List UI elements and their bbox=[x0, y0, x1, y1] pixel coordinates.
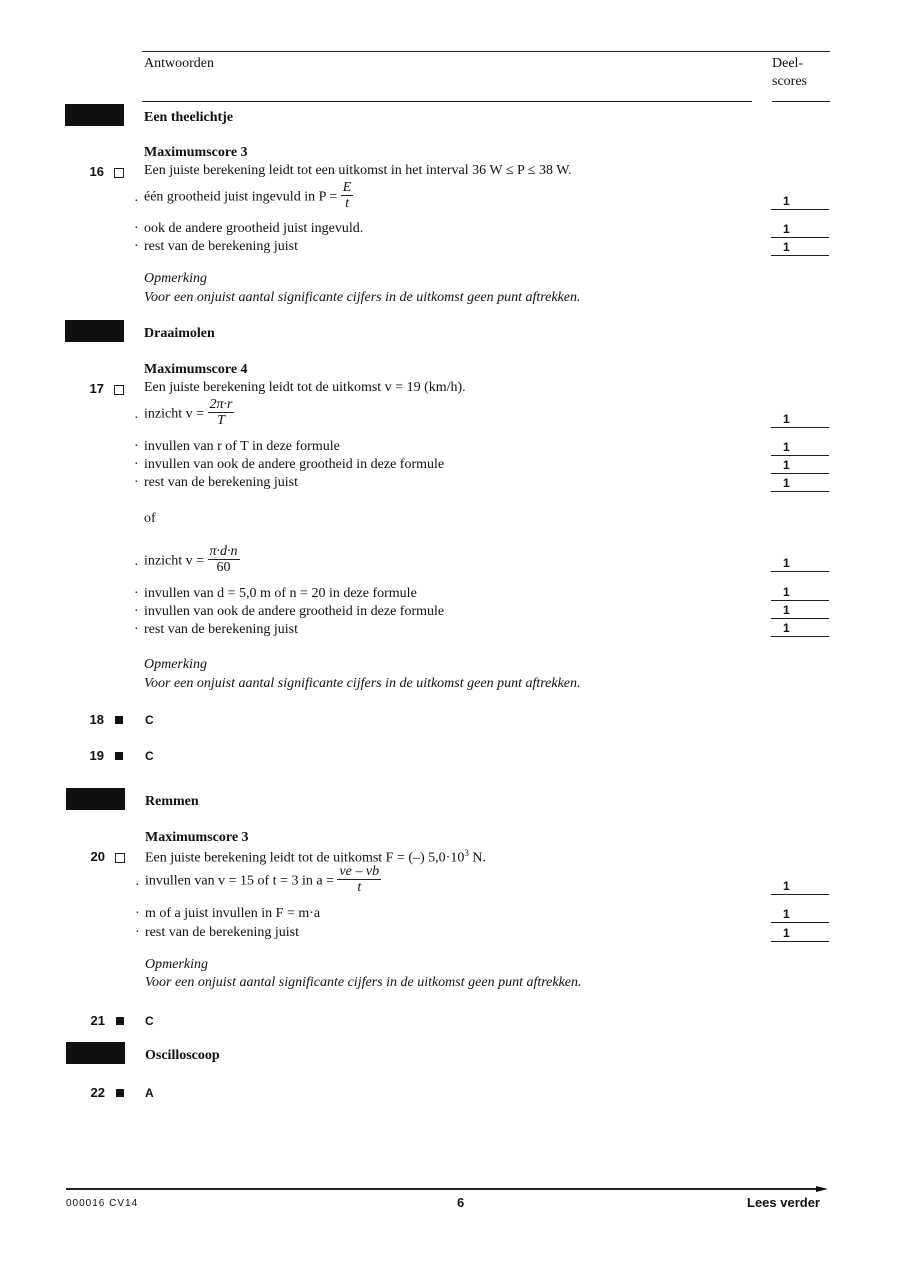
score: 1 bbox=[771, 458, 829, 474]
score: 1 bbox=[771, 240, 829, 256]
scores-heading-line2: scores bbox=[772, 74, 807, 89]
formula-fraction bbox=[208, 397, 235, 428]
bullet: · bbox=[135, 906, 140, 921]
intro-text: Een juiste berekening leidt tot de uitkomst F = (–) 5,0·10 bbox=[145, 850, 465, 866]
criterion: invullen van d = 5,0 m of n = 20 in deze formule bbox=[144, 586, 417, 601]
mc-answer: A bbox=[145, 1086, 154, 1100]
exam-code: 000016 CV14 bbox=[66, 1198, 139, 1209]
question-number: 16 bbox=[89, 164, 104, 179]
section-title: Draaimolen bbox=[144, 326, 215, 341]
formula-fraction bbox=[208, 544, 240, 575]
mc-question-marker bbox=[116, 1089, 124, 1097]
bullet: · bbox=[134, 475, 139, 490]
bullet: · bbox=[134, 221, 139, 236]
formula-fraction bbox=[341, 180, 354, 211]
criterion: rest van de berekening juist bbox=[144, 622, 298, 637]
note-text: Voor een onjuist aantal significante cijfers in de uitkomst geen punt aftrekken. bbox=[145, 975, 582, 990]
max-score: Maximumscore 3 bbox=[145, 830, 249, 845]
criterion bbox=[144, 546, 240, 577]
bullet: · bbox=[134, 457, 139, 472]
criterion bbox=[145, 866, 381, 897]
section-marker bbox=[66, 788, 125, 810]
criterion: rest van de berekening juist bbox=[145, 925, 299, 940]
note-text: Voor een onjuist aantal significante cijfers in de uitkomst geen punt aftrekken. bbox=[144, 290, 581, 305]
fraction-numerator: 2π·r bbox=[209, 397, 233, 412]
score: 1 bbox=[771, 879, 829, 895]
note-title: Opmerking bbox=[145, 957, 208, 972]
question-number: 19 bbox=[89, 748, 104, 763]
criterion-text: inzicht v = bbox=[144, 553, 204, 569]
question-number: 18 bbox=[89, 712, 104, 727]
score: 1 bbox=[771, 222, 829, 238]
criterion: rest van de berekening juist bbox=[144, 475, 298, 490]
score: 1 bbox=[771, 907, 829, 923]
mc-answer: C bbox=[145, 1014, 154, 1028]
score: 1 bbox=[771, 603, 829, 619]
question-number: 22 bbox=[90, 1085, 105, 1100]
header-top-rule bbox=[142, 51, 830, 52]
bullet: · bbox=[134, 558, 139, 573]
section-marker bbox=[65, 320, 124, 342]
score: 1 bbox=[771, 585, 829, 601]
criterion-text: één grootheid juist ingevuld in P = bbox=[144, 189, 338, 205]
mc-question-marker bbox=[115, 716, 123, 724]
intro-exponent: 3 bbox=[464, 848, 469, 858]
answers-heading: Antwoorden bbox=[144, 56, 214, 71]
bullet: · bbox=[134, 411, 139, 426]
note-title: Opmerking bbox=[144, 657, 207, 672]
open-question-box bbox=[114, 168, 124, 178]
criterion bbox=[144, 182, 353, 213]
fraction-denominator: t bbox=[345, 196, 349, 211]
note-title: Opmerking bbox=[144, 271, 207, 286]
bullet: · bbox=[134, 622, 139, 637]
fraction-numerator: ve – vb bbox=[339, 864, 380, 879]
fraction-denominator: t bbox=[357, 880, 362, 895]
criterion: invullen van ook de andere grootheid in deze formule bbox=[144, 457, 445, 472]
section-marker bbox=[66, 1042, 125, 1064]
question-number: 21 bbox=[90, 1013, 105, 1028]
score: 1 bbox=[771, 194, 829, 210]
next-page-label: Lees verder bbox=[747, 1195, 820, 1210]
intro-unit: N. bbox=[468, 850, 486, 866]
bullet: · bbox=[134, 439, 139, 454]
alternative-separator: of bbox=[144, 511, 156, 526]
criterion: invullen van r of T in deze formule bbox=[144, 439, 340, 454]
section-title: Een theelichtje bbox=[144, 110, 234, 125]
question-number: 20 bbox=[90, 849, 105, 864]
score: 1 bbox=[771, 556, 829, 572]
criterion: rest van de berekening juist bbox=[144, 239, 298, 254]
open-question-box bbox=[115, 853, 125, 863]
section-title: Remmen bbox=[145, 794, 199, 809]
footer-rule bbox=[66, 1188, 816, 1190]
header-rule-right bbox=[772, 101, 830, 102]
score: 1 bbox=[771, 412, 829, 428]
score: 1 bbox=[771, 476, 829, 492]
bullet: · bbox=[135, 925, 140, 940]
fraction-numerator: E bbox=[342, 180, 352, 195]
section-title: Oscilloscoop bbox=[145, 1048, 220, 1063]
bullet: · bbox=[134, 194, 139, 209]
score: 1 bbox=[771, 440, 829, 456]
mc-question-marker bbox=[116, 1017, 124, 1025]
fraction-denominator: T bbox=[217, 413, 225, 428]
page-number: 6 bbox=[457, 1195, 465, 1210]
max-score: Maximumscore 3 bbox=[144, 145, 248, 160]
criterion: ook de andere grootheid juist ingevuld. bbox=[144, 221, 364, 236]
question-number: 17 bbox=[89, 381, 104, 396]
criterion-text: invullen van v = 15 of t = 3 in a = bbox=[145, 873, 334, 889]
arrow-right-icon bbox=[816, 1186, 828, 1192]
criterion: m of a juist invullen in F = m·a bbox=[145, 906, 321, 921]
note-text: Voor een onjuist aantal significante cijfers in de uitkomst geen punt aftrekken. bbox=[144, 676, 581, 691]
open-question-box bbox=[114, 385, 124, 395]
bullet: · bbox=[134, 604, 139, 619]
criterion: invullen van ook de andere grootheid in deze formule bbox=[144, 604, 445, 619]
fraction-numerator: π·d·n bbox=[209, 544, 238, 559]
fraction-denominator: 60 bbox=[216, 560, 231, 575]
bullet: · bbox=[134, 586, 139, 601]
scores-heading-line1: Deel- bbox=[772, 56, 804, 71]
mc-answer: C bbox=[145, 713, 154, 727]
section-marker bbox=[65, 104, 124, 126]
bullet: · bbox=[134, 239, 139, 254]
criterion-text: inzicht v = bbox=[144, 406, 204, 422]
answer-intro bbox=[145, 848, 486, 867]
mc-question-marker bbox=[115, 752, 123, 760]
formula-fraction bbox=[337, 864, 381, 895]
criterion bbox=[144, 399, 234, 430]
bullet: · bbox=[135, 878, 140, 893]
max-score: Maximumscore 4 bbox=[144, 362, 248, 377]
mc-answer: C bbox=[145, 749, 154, 763]
score: 1 bbox=[771, 926, 829, 942]
answer-intro: Een juiste berekening leidt tot de uitkomst v = 19 (km/h). bbox=[144, 380, 466, 395]
answer-intro: Een juiste berekening leidt tot een uitkomst in het interval 36 W ≤ P ≤ 38 W. bbox=[144, 163, 572, 178]
score: 1 bbox=[771, 621, 829, 637]
header-rule-left bbox=[142, 101, 752, 102]
